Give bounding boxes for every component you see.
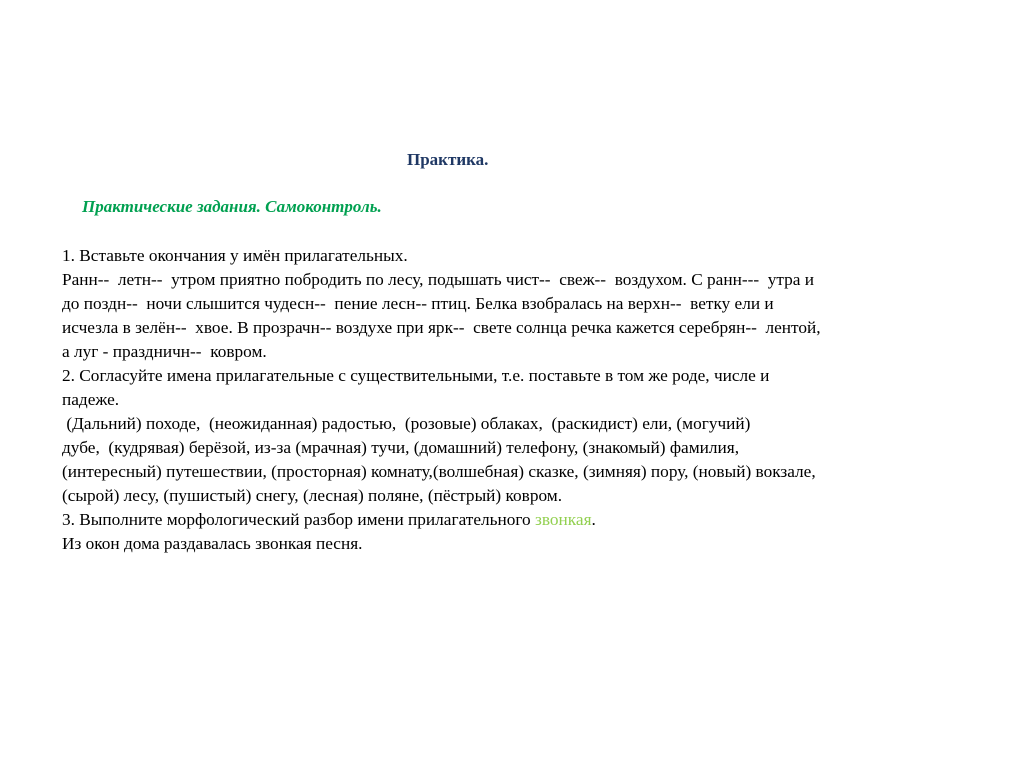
section-subtitle: Практические задания. Самоконтроль. (82, 197, 382, 216)
task1-heading: 1. Вставьте окончания у имён прилагательных. (62, 246, 408, 265)
task3-suffix: . (591, 510, 596, 529)
task2-text-line-3: (интересный) путешествии, (просторная) комнату,(волшебная) сказке, (зимняя) пору, (новый) вокзале, (62, 462, 816, 481)
task3-prefix: 3. Выполните морфологический разбор имени прилагательного (62, 510, 536, 529)
task2-heading-line-1: 2. Согласуйте имена прилагательные с существительными, т.е. поставьте в том же роде, числе и (62, 366, 770, 385)
task3-heading (62, 508, 962, 532)
task2-text-line-2: дубе, (кудрявая) берёзой, из-за (мрачная) тучи, (домашний) телефону, (знакомый) фамилия, (62, 438, 740, 457)
task1-text-line-1: Ранн-- летн-- утром приятно побродить по лесу, подышать чист-- свеж-- воздухом. С ранн--- утра и (62, 270, 815, 289)
page-title: Практика. (407, 150, 489, 169)
task2-text-line-4: (сырой) лесу, (пушистый) снегу, (лесная) поляне, (пёстрый) ковром. (62, 486, 563, 505)
task2-heading-line-2: падеже. (62, 390, 120, 409)
task2-text-line-1: (Дальний) походе, (неожиданная) радостью, (розовые) облаках, (раскидист) ели, (могучий) (62, 414, 751, 433)
task3-sentence: Из окон дома раздавалась звонкая песня. (62, 534, 363, 553)
exercise-text (62, 244, 962, 556)
task1-text-line-4: а луг - праздничн-- ковром. (62, 342, 267, 361)
task1-text-line-3: исчезла в зелён-- хвое. В прозрачн-- воздухе при ярк-- свете солнца речка кажется серебрян-- лентой, (62, 318, 821, 337)
task3-highlight-word: звонкая (535, 510, 592, 529)
task1-text-line-2: до поздн-- ночи слышится чудесн-- пение лесн-- птиц. Белка взобралась на верхн-- ветку ели и (62, 294, 774, 313)
